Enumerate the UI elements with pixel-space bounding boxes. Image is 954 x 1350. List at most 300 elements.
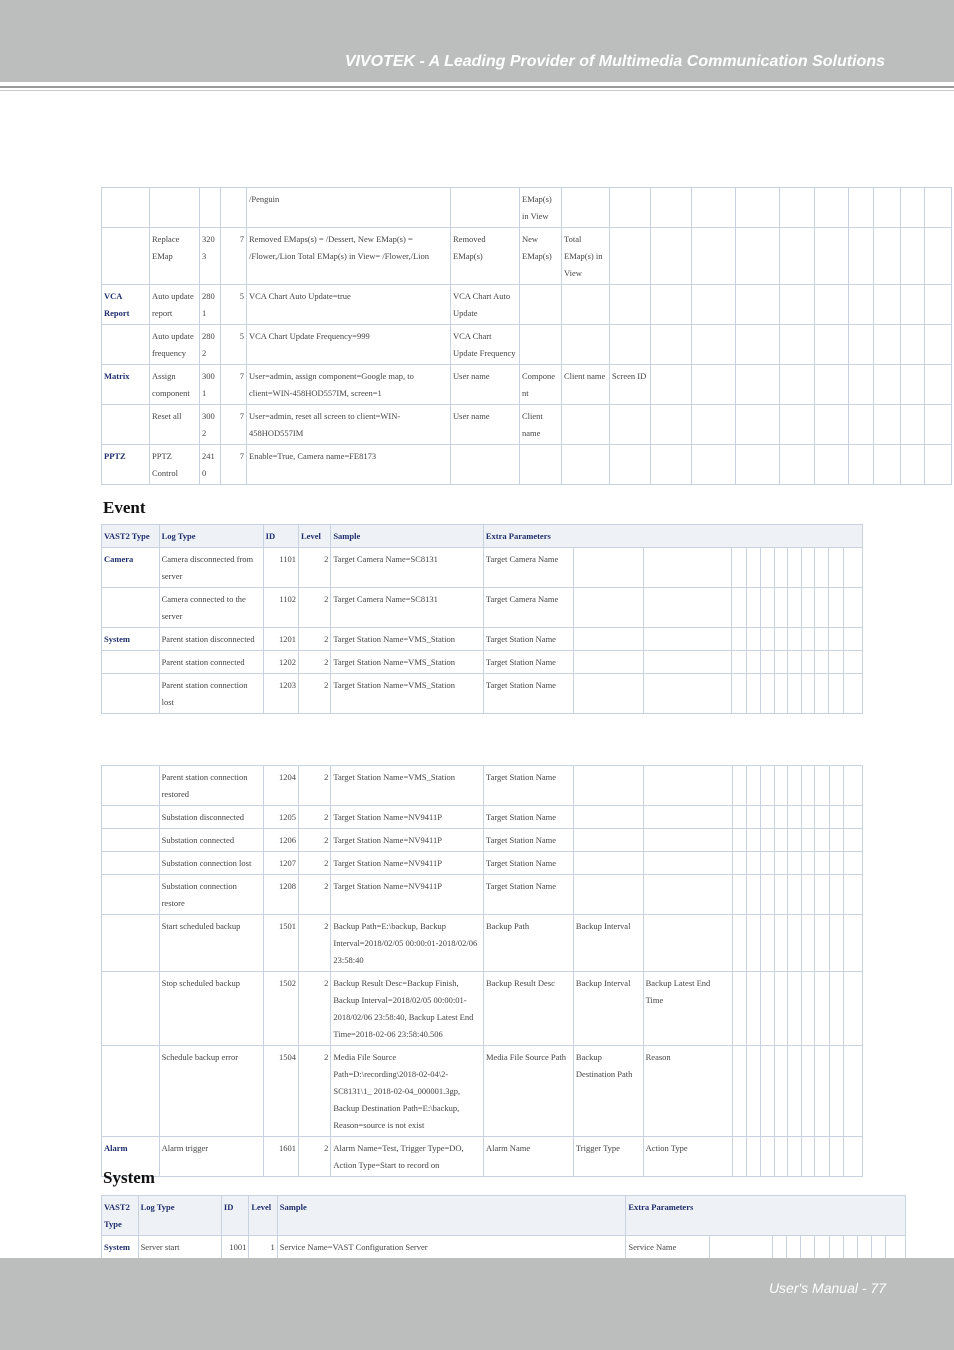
table-cell: Substation disconnected — [159, 806, 263, 829]
table-cell: Target Station Name — [483, 829, 573, 852]
table-cell — [788, 766, 802, 806]
table-cell — [901, 228, 925, 285]
table-cell: /Penguin — [247, 188, 451, 228]
table-cell: 2 — [299, 829, 331, 852]
table-cell — [788, 852, 802, 875]
table-cell: 1201 — [263, 628, 298, 651]
table-row — [102, 548, 863, 588]
table-cell: Sample — [331, 525, 484, 548]
table-cell — [774, 852, 787, 875]
table-cell: Reason — [643, 1046, 732, 1137]
table-cell — [643, 806, 732, 829]
table-cell — [815, 972, 829, 1046]
table-cell — [102, 806, 160, 829]
table-cell: 2 — [299, 766, 331, 806]
table-cell — [643, 875, 732, 915]
table-cell: User name — [451, 365, 520, 405]
table-cell: Target Station Name=NV9411P — [331, 806, 484, 829]
table-cell: 1205 — [263, 806, 298, 829]
table-cell — [901, 325, 925, 365]
table-cell — [643, 766, 732, 806]
table-cell — [451, 188, 520, 228]
table-cell: Level — [249, 1196, 277, 1236]
table-cell — [760, 651, 774, 674]
table-cell: Target Station Name — [483, 674, 573, 714]
table-cell: Log Type — [138, 1196, 221, 1236]
table-cell: Auto update report — [150, 285, 200, 325]
table-cell — [815, 766, 829, 806]
table-cell — [732, 548, 746, 588]
table-cell — [774, 588, 787, 628]
table-cell — [736, 325, 780, 365]
table-cell — [732, 972, 746, 1046]
table-cell: VCA Chart Auto Update=true — [247, 285, 451, 325]
table-cell: VCA Report — [102, 285, 150, 325]
table-cell — [843, 852, 862, 875]
table-cell — [788, 875, 802, 915]
table-cell — [102, 188, 150, 228]
table-cell — [780, 285, 815, 325]
table-cell — [815, 588, 829, 628]
table-cell: 2 — [299, 1137, 331, 1177]
table-cell — [802, 915, 815, 972]
table-cell: Alarm — [102, 1137, 160, 1177]
table-cell: 1206 — [263, 829, 298, 852]
table-cell: Target Camera Name — [483, 588, 573, 628]
table-cell — [709, 1236, 772, 1259]
table-cell — [815, 915, 829, 972]
table-cell — [802, 1046, 815, 1137]
table-cell: Target Station Name=VMS_Station — [331, 674, 484, 714]
table-row — [102, 228, 952, 285]
table-cell: Extra Parameters — [626, 1196, 906, 1236]
table-cell — [732, 651, 746, 674]
table-cell: Target Station Name=VMS_Station — [331, 766, 484, 806]
table-cell: 1502 — [263, 972, 298, 1046]
table-cell: 7 — [221, 405, 247, 445]
table-cell: Client name — [562, 365, 610, 405]
table-cell: Substation connection restore — [159, 875, 263, 915]
table-cell: Target Station Name — [483, 628, 573, 651]
table-cell: Trigger Type — [573, 1137, 643, 1177]
table-row — [102, 1236, 906, 1259]
table-cell — [774, 674, 787, 714]
table-cell: Parent station connection lost — [159, 674, 263, 714]
table-cell — [802, 651, 815, 674]
table-cell — [802, 829, 815, 852]
table-cell: Start scheduled backup — [159, 915, 263, 972]
table-cell — [815, 228, 849, 285]
table-cell — [610, 285, 651, 325]
table-cell — [732, 806, 746, 829]
page-footer — [0, 1258, 954, 1350]
table-cell: Target Camera Name=SC8131 — [331, 548, 484, 588]
table-cell — [843, 1046, 862, 1137]
table-cell: Service Name=VAST Configuration Server — [277, 1236, 626, 1259]
table-cell: Backup Destination Path — [573, 1046, 643, 1137]
table-cell — [858, 1236, 872, 1259]
table-cell: 2 — [299, 875, 331, 915]
table-cell — [774, 628, 787, 651]
table-cell — [802, 628, 815, 651]
table-cell — [736, 445, 780, 485]
table-cell — [732, 829, 746, 852]
table-cell — [788, 806, 802, 829]
table-row — [102, 1137, 863, 1177]
table-cell — [732, 915, 746, 972]
table-cell: Target Station Name=NV9411P — [331, 829, 484, 852]
table-cell — [802, 674, 815, 714]
table-cell: Backup Path=E:\backup, Backup Interval=2018/02/05 00:00:01-2018/02/06 23:58:40 — [331, 915, 484, 972]
table-cell: Reset all — [150, 405, 200, 445]
table-cell — [843, 972, 862, 1046]
table-cell: Level — [299, 525, 331, 548]
header-rule-thin — [0, 90, 954, 91]
table-cell: 1203 — [263, 674, 298, 714]
table-cell: Media File Source Path — [483, 1046, 573, 1137]
table-cell: 2 — [299, 1046, 331, 1137]
table-cell — [760, 1137, 774, 1177]
table-cell — [849, 405, 874, 445]
table-cell: Parent station disconnected — [159, 628, 263, 651]
table-cell: Camera connected to the server — [159, 588, 263, 628]
table-cell — [829, 1236, 843, 1259]
table-row — [102, 365, 952, 405]
table-cell — [760, 1046, 774, 1137]
table-row — [102, 628, 863, 651]
table-cell: Target Station Name — [483, 806, 573, 829]
table-cell — [786, 1236, 800, 1259]
table-cell — [760, 915, 774, 972]
footer-page-number: User's Manual - 77 — [768, 1280, 886, 1296]
table-cell — [746, 588, 760, 628]
table-cell — [815, 852, 829, 875]
table-cell — [925, 325, 952, 365]
table-cell — [815, 829, 829, 852]
table-cell — [802, 972, 815, 1046]
table-cell: User name — [451, 405, 520, 445]
table-cell — [562, 445, 610, 485]
table-cell: 2410 — [200, 445, 221, 485]
table-cell — [849, 188, 874, 228]
table-row — [102, 972, 863, 1046]
table-cell: Substation connection lost — [159, 852, 263, 875]
table-cell: User=admin, assign component=Google map, to client=WIN-458HOD557IM, screen=1 — [247, 365, 451, 405]
table-cell — [843, 829, 862, 852]
table-cell — [801, 1236, 815, 1259]
table-cell: 1204 — [263, 766, 298, 806]
table-row — [102, 405, 952, 445]
table-cell: 1504 — [263, 1046, 298, 1137]
table-cell — [573, 852, 643, 875]
table-cell — [815, 875, 829, 915]
table-cell — [849, 285, 874, 325]
header-rule — [0, 86, 954, 88]
table-cell — [815, 1236, 829, 1259]
table-cell — [732, 766, 746, 806]
table-cell — [573, 674, 643, 714]
table-cell: Target Station Name=NV9411P — [331, 875, 484, 915]
table-cell: 1207 — [263, 852, 298, 875]
table-cell — [643, 628, 732, 651]
table-cell — [788, 915, 802, 972]
table-cell: Action Type — [643, 1137, 732, 1177]
table-cell — [746, 651, 760, 674]
table-cell: Backup Path — [483, 915, 573, 972]
table-row — [102, 852, 863, 875]
table-cell — [102, 674, 160, 714]
table-cell: 2 — [299, 651, 331, 674]
table-cell — [150, 188, 200, 228]
table-event — [101, 524, 863, 714]
table-cell — [849, 445, 874, 485]
table-cell: Substation connected — [159, 829, 263, 852]
table-cell: 2 — [299, 548, 331, 588]
table-cell: 2 — [299, 588, 331, 628]
table-cell: Backup Result Desc — [483, 972, 573, 1046]
table-cell — [788, 1137, 802, 1177]
table-cell: Camera — [102, 548, 160, 588]
table-cell — [760, 875, 774, 915]
table-cell — [874, 188, 901, 228]
table-cell: Auto update frequency — [150, 325, 200, 365]
table-cell: System — [102, 1236, 139, 1259]
table-cell — [562, 405, 610, 445]
table-cell — [849, 365, 874, 405]
table-row — [102, 445, 952, 485]
table-cell — [520, 285, 562, 325]
table-cell — [815, 651, 829, 674]
table-cell: PPTZ Control — [150, 445, 200, 485]
table-cell — [774, 651, 787, 674]
table-row — [102, 806, 863, 829]
table-cell — [651, 445, 692, 485]
table-cell — [925, 445, 952, 485]
table-cell — [736, 188, 780, 228]
table-cell — [760, 548, 774, 588]
table-cell: Component — [520, 365, 562, 405]
table-cell — [843, 1137, 862, 1177]
table-cell — [829, 915, 843, 972]
table-top — [101, 187, 952, 485]
table-cell — [562, 188, 610, 228]
table-cell — [843, 588, 862, 628]
table-cell: Target Camera Name — [483, 548, 573, 588]
table-cell: ID — [221, 1196, 248, 1236]
table-cell — [843, 628, 862, 651]
table-cell — [774, 766, 787, 806]
table-cell — [732, 588, 746, 628]
table-cell — [886, 1236, 906, 1259]
table-cell: 1102 — [263, 588, 298, 628]
table-cell — [692, 228, 736, 285]
table-cell — [643, 548, 732, 588]
table-cell — [802, 875, 815, 915]
table-cell — [815, 445, 849, 485]
table-cell: Target Station Name — [483, 766, 573, 806]
table-cell: VAST2 Type — [102, 1196, 139, 1236]
table-cell: Target Station Name=VMS_Station — [331, 651, 484, 674]
table-cell — [573, 651, 643, 674]
table-cell: 2 — [299, 915, 331, 972]
table-cell — [802, 852, 815, 875]
table-cell: Replace EMap — [150, 228, 200, 285]
table-cell — [760, 806, 774, 829]
table-cell — [732, 628, 746, 651]
table-cell — [651, 365, 692, 405]
table-cell: Target Station Name — [483, 651, 573, 674]
table-cell: Server start — [138, 1236, 221, 1259]
table-cell: 7 — [221, 228, 247, 285]
table-cell — [843, 766, 862, 806]
section-title-event: Event — [103, 498, 146, 517]
table-cell — [788, 972, 802, 1046]
table-cell — [829, 548, 843, 588]
table-cell — [760, 766, 774, 806]
table-cell: VCA Chart Update Frequency=999 — [247, 325, 451, 365]
table-cell — [780, 365, 815, 405]
table-row — [102, 188, 952, 228]
table-cell — [746, 972, 760, 1046]
table-row — [102, 875, 863, 915]
table-cell — [780, 188, 815, 228]
table-cell — [692, 445, 736, 485]
table-cell — [829, 628, 843, 651]
table-cell — [102, 588, 160, 628]
table-cell — [815, 548, 829, 588]
table-cell — [573, 875, 643, 915]
table-cell — [562, 325, 610, 365]
table-cell — [901, 405, 925, 445]
table-cell — [102, 915, 160, 972]
table-cell: Backup Interval — [573, 915, 643, 972]
table-cell: System — [102, 628, 160, 651]
table-cell — [200, 188, 221, 228]
table-cell — [746, 852, 760, 875]
table-cell: Log Type — [159, 525, 263, 548]
table-header-row — [102, 1196, 906, 1236]
table-cell — [874, 365, 901, 405]
table-cell: 7 — [221, 365, 247, 405]
table-cell — [746, 674, 760, 714]
table-cell: Matrix — [102, 365, 150, 405]
table-cell — [901, 285, 925, 325]
table-cell: VCA Chart Auto Update — [451, 285, 520, 325]
table-cell — [573, 829, 643, 852]
table-cell — [221, 188, 247, 228]
table-cell — [692, 285, 736, 325]
table-cell: 1101 — [263, 548, 298, 588]
table-cell — [849, 325, 874, 365]
table-row — [102, 915, 863, 972]
table-cell — [815, 188, 849, 228]
table-cell: Parent station connection restored — [159, 766, 263, 806]
table-cell: Extra Parameters — [483, 525, 862, 548]
table-cell — [746, 806, 760, 829]
table-cell — [787, 588, 801, 628]
table-cell — [843, 806, 862, 829]
table-cell — [746, 875, 760, 915]
table-cell — [874, 228, 901, 285]
table-cell — [643, 915, 732, 972]
table-cell: 1001 — [221, 1236, 248, 1259]
table-cell — [843, 674, 862, 714]
table-cell — [925, 405, 952, 445]
table-cell: 2 — [299, 806, 331, 829]
table-cell: 1501 — [263, 915, 298, 972]
table-cell: Backup Result Desc=Backup Finish, Backup Interval=2018/02/05 00:00:01-2018/02/06 23:58:40, Backup Latest End Time=2018-02-06 23:58:40.506 — [331, 972, 484, 1046]
table-cell — [788, 829, 802, 852]
table-row — [102, 285, 952, 325]
table-cell — [451, 445, 520, 485]
table-cell: Assign component — [150, 365, 200, 405]
table-cell — [787, 651, 801, 674]
table-cell — [901, 188, 925, 228]
table-cell — [692, 365, 736, 405]
table-cell — [829, 972, 843, 1046]
table-row — [102, 674, 863, 714]
table-row — [102, 325, 952, 365]
table-cell — [573, 548, 643, 588]
table-cell — [843, 651, 862, 674]
table-cell — [843, 1236, 857, 1259]
table-cell — [829, 875, 843, 915]
table-cell — [925, 188, 952, 228]
table-cell — [815, 1137, 829, 1177]
table-cell — [815, 806, 829, 829]
table-cell — [815, 365, 849, 405]
table-cell — [760, 852, 774, 875]
table-cell — [610, 188, 651, 228]
table-cell — [643, 852, 732, 875]
table-row — [102, 766, 863, 806]
table-cell: Backup Latest End Time — [643, 972, 732, 1046]
table-cell — [736, 228, 780, 285]
table-cell: Target Station Name=NV9411P — [331, 852, 484, 875]
table-cell — [843, 915, 862, 972]
table-cell: 5 — [221, 285, 247, 325]
table-cell: Target Station Name — [483, 875, 573, 915]
table-cell: Camera disconnected from server — [159, 548, 263, 588]
table-cell — [643, 651, 732, 674]
table-cell: Screen ID — [610, 365, 651, 405]
table-cell — [643, 588, 732, 628]
table-cell — [692, 188, 736, 228]
table-cell — [573, 588, 643, 628]
table-cell — [102, 228, 150, 285]
table-event-continued — [101, 765, 863, 1177]
table-cell — [829, 766, 843, 806]
table-cell — [815, 285, 849, 325]
table-cell — [901, 365, 925, 405]
table-cell — [102, 325, 150, 365]
table-cell: 2 — [299, 628, 331, 651]
table-cell — [651, 325, 692, 365]
table-cell: Backup Interval — [573, 972, 643, 1046]
table-cell — [651, 228, 692, 285]
table-system — [101, 1195, 906, 1259]
table-cell — [849, 228, 874, 285]
table-cell: 1202 — [263, 651, 298, 674]
table-cell — [732, 1046, 746, 1137]
table-cell — [732, 1137, 746, 1177]
table-cell — [874, 325, 901, 365]
table-cell — [610, 445, 651, 485]
table-cell — [746, 1137, 760, 1177]
table-cell: Target Station Name=VMS_Station — [331, 628, 484, 651]
table-cell — [573, 806, 643, 829]
table-cell: 2801 — [200, 285, 221, 325]
